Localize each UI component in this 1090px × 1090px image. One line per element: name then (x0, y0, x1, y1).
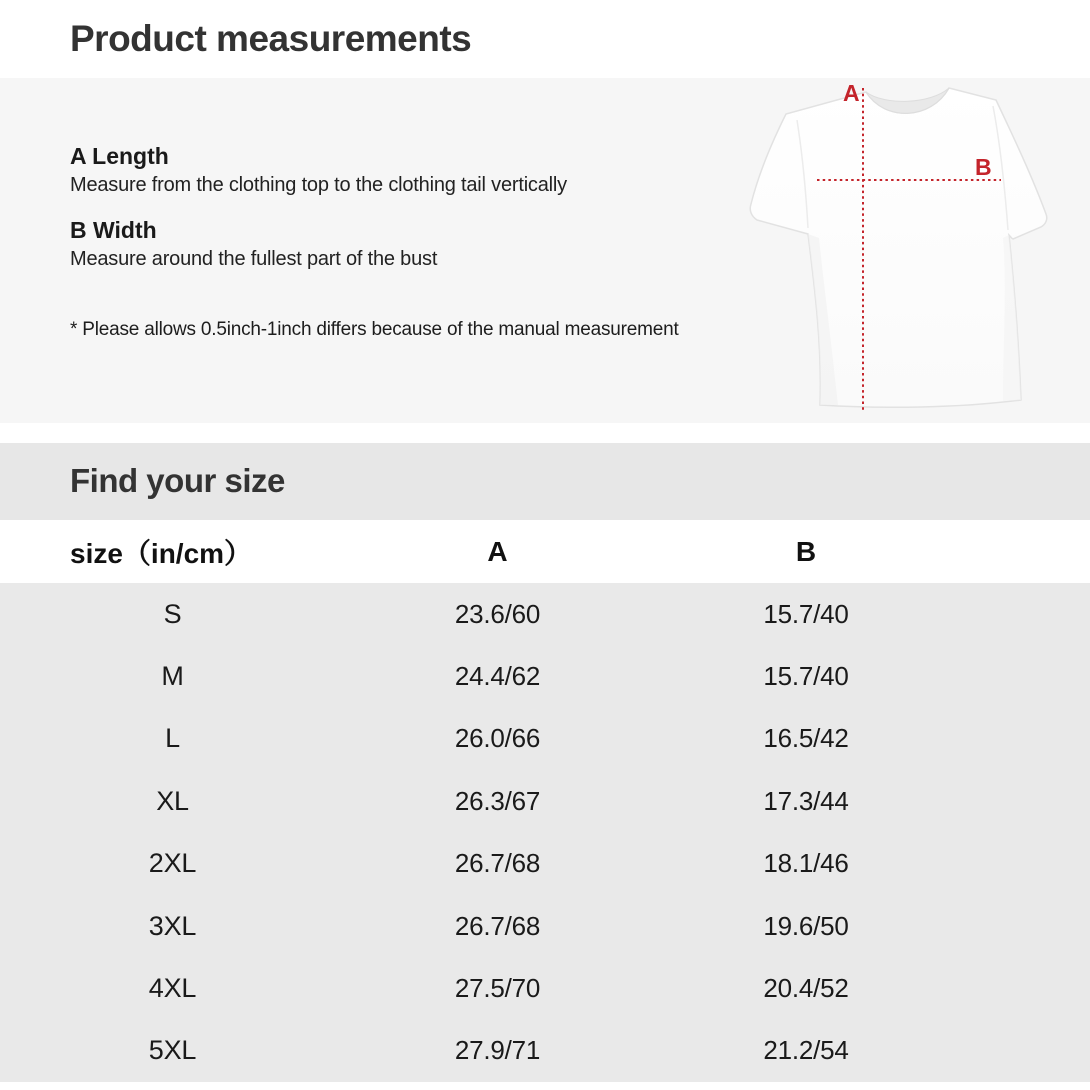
table-row (0, 770, 1090, 832)
table-row (0, 1020, 1090, 1082)
table-row (0, 833, 1090, 895)
length-cell: 26.7/68 (454, 910, 541, 941)
width-cell: 21.2/54 (763, 1035, 849, 1066)
measurement-desc-a: Measure from the clothing top to the clothing tail vertically (70, 174, 567, 196)
tshirt-body (750, 88, 1047, 407)
size-cell: S (163, 598, 182, 629)
width-cell: 20.4/52 (763, 972, 849, 1003)
width-cell: 17.3/44 (763, 785, 849, 816)
length-label-a: A (843, 80, 860, 106)
header-a-column: A (487, 535, 508, 567)
size-cell: 2XL (148, 848, 197, 879)
size-cell: 4XL (148, 972, 197, 1003)
measurement-label-b: B Width (70, 217, 157, 243)
width-cell: 16.5/42 (763, 723, 849, 754)
length-cell: 27.9/71 (454, 1035, 541, 1066)
tshirt-graphic (745, 78, 1055, 423)
size-cell: 3XL (148, 910, 197, 941)
measurement-guide-section (0, 78, 1090, 423)
length-cell: 24.4/62 (454, 661, 541, 692)
size-table-header (0, 520, 1090, 583)
width-label-b: B (975, 154, 992, 180)
size-cell: M (161, 661, 184, 692)
header-b-column: B (795, 535, 817, 567)
table-row (0, 583, 1090, 645)
measurement-desc-b: Measure around the fullest part of the bust (70, 248, 438, 270)
tshirt-diagram (745, 78, 1055, 423)
width-cell: 18.1/46 (763, 848, 849, 879)
width-cell: 15.7/40 (763, 661, 849, 692)
length-cell: 26.7/68 (454, 848, 541, 879)
page-header (0, 0, 1090, 78)
measurement-label-a: A Length (70, 143, 169, 169)
length-cell: 27.5/70 (454, 972, 541, 1003)
length-cell: 26.0/66 (454, 723, 541, 754)
size-table (0, 583, 1090, 1082)
measurement-note: * Please allows 0.5inch-1inch differs because of the manual measurement (70, 319, 679, 340)
width-cell: 15.7/40 (763, 598, 849, 629)
length-cell: 26.3/67 (454, 785, 541, 816)
size-cell: L (165, 723, 180, 754)
table-row (0, 895, 1090, 957)
size-finder-title: Find your size (70, 461, 285, 499)
page-title: Product measurements (70, 18, 472, 59)
header-size-column: size（in/cm） (70, 537, 253, 569)
table-row (0, 645, 1090, 707)
width-cell: 19.6/50 (763, 910, 849, 941)
size-finder-band (0, 443, 1090, 520)
table-row (0, 957, 1090, 1019)
size-cell: XL (156, 785, 189, 816)
size-cell: 5XL (148, 1035, 197, 1066)
length-cell: 23.6/60 (454, 598, 541, 629)
table-row (0, 708, 1090, 770)
